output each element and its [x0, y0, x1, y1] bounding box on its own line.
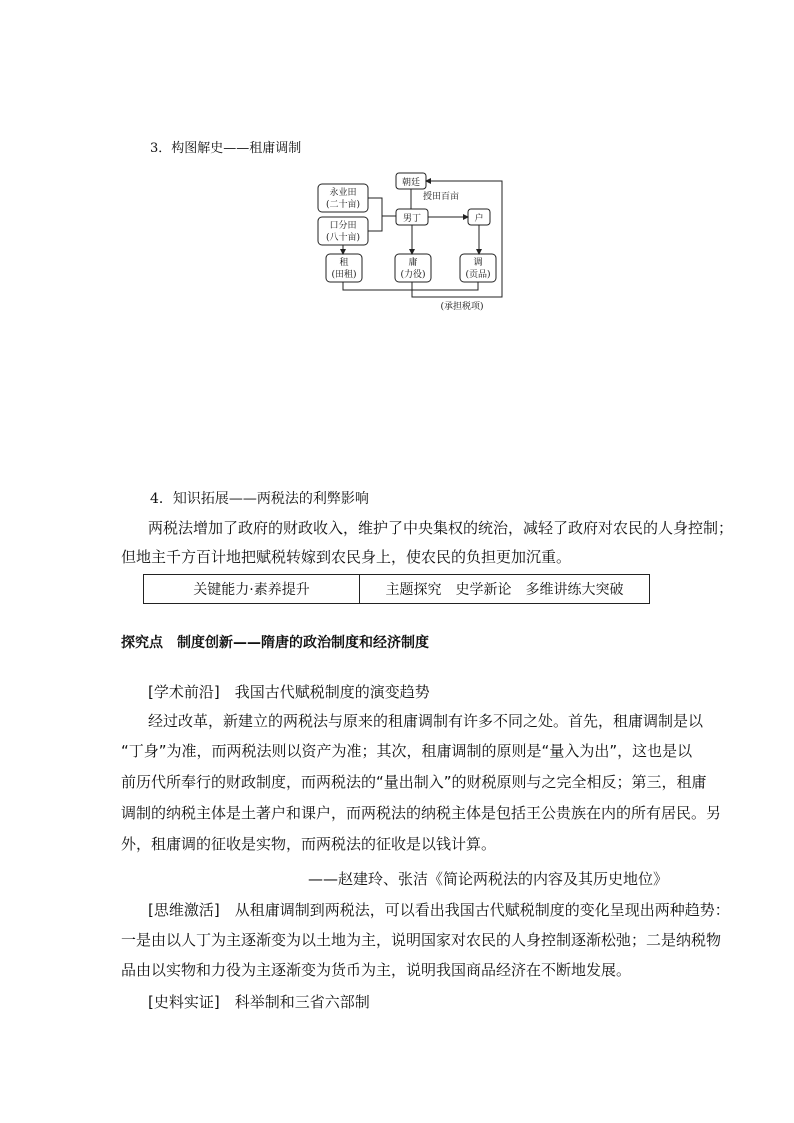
section-bar [143, 574, 650, 604]
zu-label-2: (田租) [331, 270, 357, 280]
frontier-line-2: “丁身”为准，而两税法则以资产为准；其次，租庸调制的原则是“量入为出”，这也是以 [121, 742, 693, 760]
evidence-title: [史料实证] 科举制和三省六部制 [148, 993, 370, 1011]
thinking-line-3: 品由以实物和力役为主逐渐变为货币为主，说明我国商品经济在不断地发展。 [121, 961, 632, 979]
frontier-line-4: 调制的纳税主体是土著户和课户，而两税法的纳税主体是包括王公贵族在内的所有居民。另 [121, 804, 722, 822]
heading-4: 4．知识拓展——两税法的利弊影响 [150, 491, 369, 507]
para4-line-1: 两税法增加了政府的财政收入，维护了中央集权的统治，减轻了政府对农民的人身控制； [148, 519, 734, 537]
koufentian-label-1: 口分田 [329, 221, 357, 231]
para4-line-2: 但地主千方百计地把赋税转嫁到农民身上，使农民的负担更加沉重。 [121, 548, 572, 566]
diao-label-2: (贡品) [465, 270, 491, 280]
heading-3: 3．构图解史——租庸调制 [150, 141, 302, 156]
nanding-label: 男丁 [402, 214, 422, 224]
zu-label-1: 租 [339, 258, 349, 268]
bar-right: 主题探究 史学新论 多维讲练大突破 [385, 582, 624, 598]
diao-label-1: 调 [473, 258, 483, 268]
thinking-line-1: [思维激活] 从租庸调制到两税法，可以看出我国古代赋税制度的变化呈现出两种趋势： [148, 901, 730, 919]
yongyetian-label-1: 永业田 [329, 188, 357, 198]
source-citation: ——赵建玲、张洁《简论两税法的内容及其历史地位》 [307, 870, 668, 888]
bar-left: 关键能力·素养提升 [144, 575, 360, 603]
section-title: 探究点 制度创新——隋唐的政治制度和经济制度 [121, 635, 429, 651]
shoutian-label: 授田百亩 [422, 192, 460, 202]
frontier-title: [学术前沿] 我国古代赋税制度的演变趋势 [148, 683, 430, 701]
frontier-line-5: 外，租庸调的征收是实物，而两税法的征收是以钱计算。 [121, 835, 497, 853]
frontier-line-3: 前历代所奉行的财政制度，而两税法的“量出制入”的财税原则与之完全相反；第三，租庸 [121, 773, 707, 791]
chengdan-label: (承担税项) [440, 302, 484, 312]
hu-label: 户 [474, 214, 484, 224]
yongyetian-label-2: (二十亩) [325, 200, 361, 210]
zuyongdiao-diagram [310, 168, 510, 318]
koufentian-label-2: (八十亩) [325, 233, 361, 243]
yong-label-1: 庸 [408, 258, 418, 268]
yong-label-2: (力役) [400, 270, 426, 280]
frontier-line-1: 经过改革，新建立的两税法与原来的租庸调制有许多不同之处。首先，租庸调制是以 [148, 712, 704, 730]
chaoting-label: 朝廷 [401, 178, 421, 188]
thinking-line-2: 一是由以人丁为主逐渐变为以土地为主，说明国家对农民的人身控制逐渐松弛；二是纳税物 [121, 931, 722, 949]
